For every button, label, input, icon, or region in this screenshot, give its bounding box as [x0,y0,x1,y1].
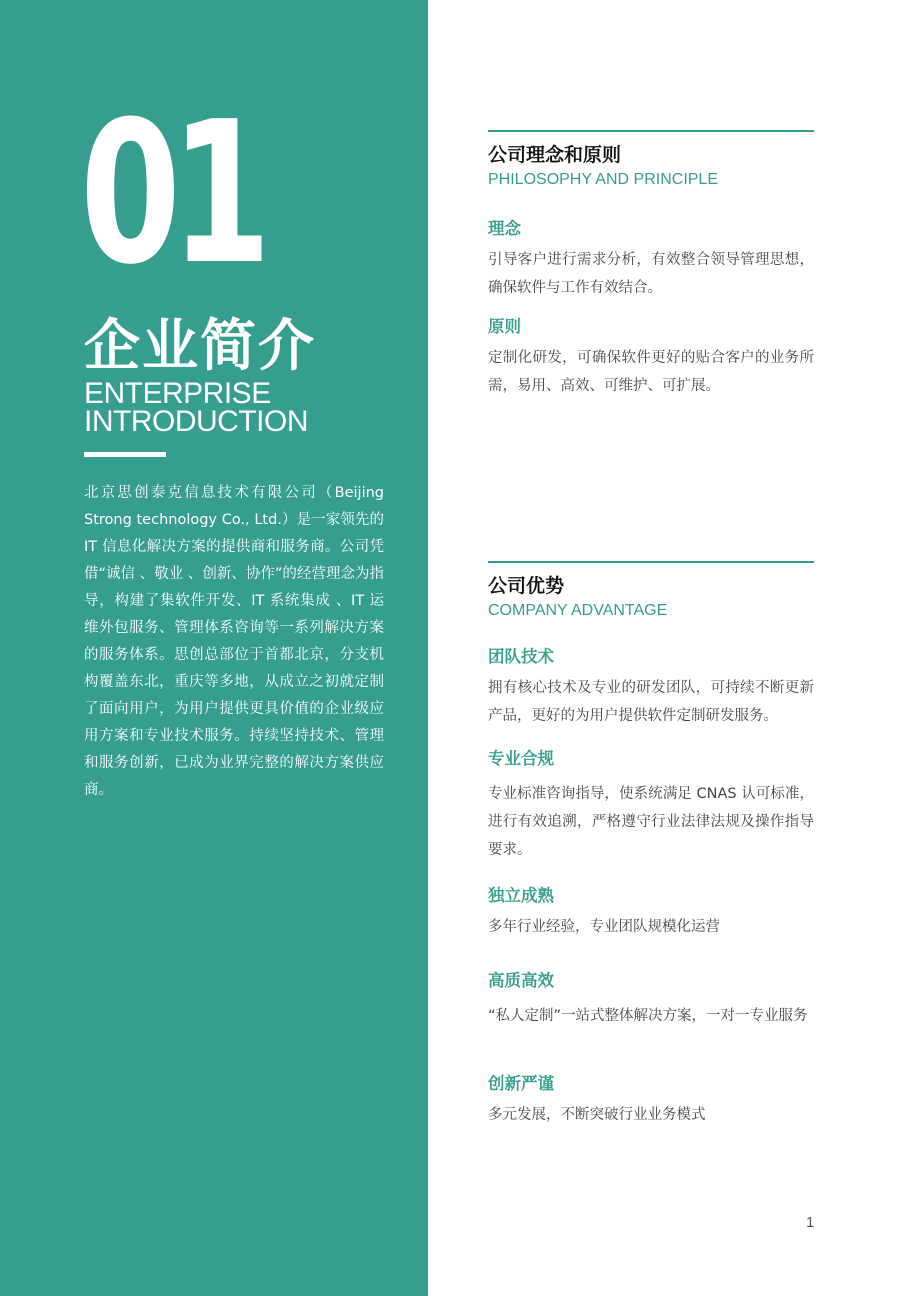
advantage-item [488,970,814,1030]
item-heading: 原则 [488,317,521,336]
advantage-item [488,748,814,864]
section-divider [488,130,814,132]
philosophy-item [488,316,814,400]
company-intro-paragraph: 北京思创泰克信息技术有限公司（Beijing Strong technology Co., Ltd.）是一家领先的 IT 信息化解决方案的提供商和服务商。公司凭借“诚信 、敬业 、创新、协作”的经营理念为指导，构建了集软件开发、IT 系统集成 、IT 运维外包服务、管理体系咨询等一系列解决方案的服务体系。思创总部位于首都北京，分支机构覆盖东北，重庆等多地，从成立之初就定制了面向用户，为用户提供更具价值的企业级应用方案和专业技术服务。持续坚持技术、管理和服务创新，已成为业界完整的解决方案供应商。 [84,485,384,798]
left-panel [0,0,428,1296]
item-heading: 团队技术 [488,647,554,666]
item-heading: 高质高效 [488,971,554,990]
section-title-en-line1: ENTERPRISE [84,377,271,410]
title-underline [84,452,166,457]
philosophy-title-en: PHILOSOPHY AND PRINCIPLE [488,171,718,188]
section-title-en-line2: INTRODUCTION [84,405,308,438]
item-heading: 理念 [488,219,521,238]
section-title-cn: 企业简介 [84,314,316,379]
item-body: 定制化研发，可确保软件更好的贴合客户的业务所需，易用、高效、可维护、可扩展。 [488,350,814,394]
item-body: 多年行业经验，专业团队规模化运营 [488,919,720,935]
item-body: 多元发展，不断突破行业业务模式 [488,1107,706,1123]
section-divider [488,561,814,563]
chapter-number: 01 [80,80,262,308]
advantage-item [488,885,814,941]
item-heading: 独立成熟 [488,886,554,905]
philosophy-title-cn: 公司理念和原则 [488,144,622,166]
item-body: 拥有核心技术及专业的研发团队，可持续不断更新产品，更好的为用户提供软件定制研发服务。 [488,680,814,724]
philosophy-item [488,218,814,302]
section-title-en [84,377,308,438]
philosophy-section [488,130,814,410]
advantage-section [488,561,814,1141]
item-body: 专业标准咨询指导，使系统满足 CNAS 认可标准，进行有效追溯，严格遵守行业法律法规及操作指导要求。 [488,786,814,858]
item-body: “私人定制”一站式整体解决方案，一对一专业服务 [488,1008,808,1024]
advantage-item [488,646,814,730]
item-heading: 专业合规 [488,749,554,768]
page-number: 1 [806,1214,815,1231]
item-body: 引导客户进行需求分析，有效整合领导管理思想，确保软件与工作有效结合。 [488,252,814,296]
item-heading: 创新严谨 [488,1074,554,1093]
advantage-title-cn: 公司优势 [488,575,565,597]
advantage-title-en: COMPANY ADVANTAGE [488,602,668,619]
advantage-item [488,1073,814,1129]
